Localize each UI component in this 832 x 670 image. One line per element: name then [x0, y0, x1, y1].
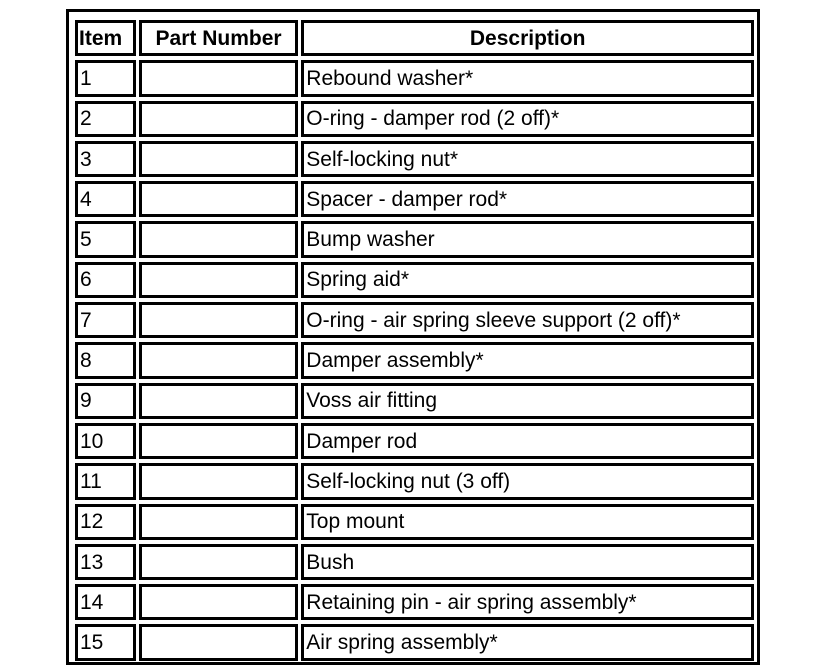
- cell-description: Damper assembly*: [301, 342, 754, 378]
- cell-part-number: [139, 60, 298, 96]
- cell-item: 6: [75, 262, 136, 298]
- cell-item: 14: [75, 584, 136, 620]
- table-row: [75, 101, 754, 137]
- cell-item: 7: [75, 302, 136, 338]
- header-item: Item: [75, 20, 136, 56]
- cell-description: Bush: [301, 544, 754, 580]
- cell-part-number: [139, 383, 298, 419]
- table-header-row: [75, 20, 754, 56]
- table-row: [75, 463, 754, 499]
- table-row: [75, 423, 754, 459]
- cell-description: O-ring - damper rod (2 off)*: [301, 101, 754, 137]
- table-row: [75, 262, 754, 298]
- cell-part-number: [139, 141, 298, 177]
- cell-description: Self-locking nut (3 off): [301, 463, 754, 499]
- cell-item: 8: [75, 342, 136, 378]
- cell-part-number: [139, 504, 298, 540]
- cell-part-number: [139, 302, 298, 338]
- cell-description: Bump washer: [301, 221, 754, 257]
- cell-item: 1: [75, 60, 136, 96]
- table-row: [75, 302, 754, 338]
- table-row: [75, 584, 754, 620]
- cell-item: 9: [75, 383, 136, 419]
- table-row: [75, 60, 754, 96]
- cell-description: Retaining pin - air spring assembly*: [301, 584, 754, 620]
- cell-item: 13: [75, 544, 136, 580]
- cell-item: 11: [75, 463, 136, 499]
- cell-item: 2: [75, 101, 136, 137]
- table-row: [75, 181, 754, 217]
- cell-description: Air spring assembly*: [301, 624, 754, 660]
- cell-description: Rebound washer*: [301, 60, 754, 96]
- table-row: [75, 544, 754, 580]
- cell-description: Voss air fitting: [301, 383, 754, 419]
- table-row: [75, 141, 754, 177]
- cell-part-number: [139, 463, 298, 499]
- cell-item: 4: [75, 181, 136, 217]
- cell-part-number: [139, 423, 298, 459]
- cell-part-number: [139, 262, 298, 298]
- cell-description: Damper rod: [301, 423, 754, 459]
- cell-part-number: [139, 221, 298, 257]
- cell-item: 10: [75, 423, 136, 459]
- cell-part-number: [139, 181, 298, 217]
- cell-description: Top mount: [301, 504, 754, 540]
- table-row: [75, 221, 754, 257]
- parts-table: [72, 16, 757, 665]
- cell-part-number: [139, 544, 298, 580]
- cell-item: 15: [75, 624, 136, 660]
- cell-part-number: [139, 101, 298, 137]
- cell-item: 5: [75, 221, 136, 257]
- table-row: [75, 342, 754, 378]
- table-row: [75, 624, 754, 660]
- cell-item: 12: [75, 504, 136, 540]
- header-part-number: Part Number: [139, 20, 298, 56]
- cell-description: Self-locking nut*: [301, 141, 754, 177]
- cell-part-number: [139, 624, 298, 660]
- parts-table-frame: [66, 9, 760, 665]
- table-row: [75, 504, 754, 540]
- cell-description: Spring aid*: [301, 262, 754, 298]
- table-row: [75, 383, 754, 419]
- cell-part-number: [139, 342, 298, 378]
- cell-item: 3: [75, 141, 136, 177]
- cell-description: Spacer - damper rod*: [301, 181, 754, 217]
- header-description: Description: [301, 20, 754, 56]
- cell-description: O-ring - air spring sleeve support (2 off)*: [301, 302, 754, 338]
- cell-part-number: [139, 584, 298, 620]
